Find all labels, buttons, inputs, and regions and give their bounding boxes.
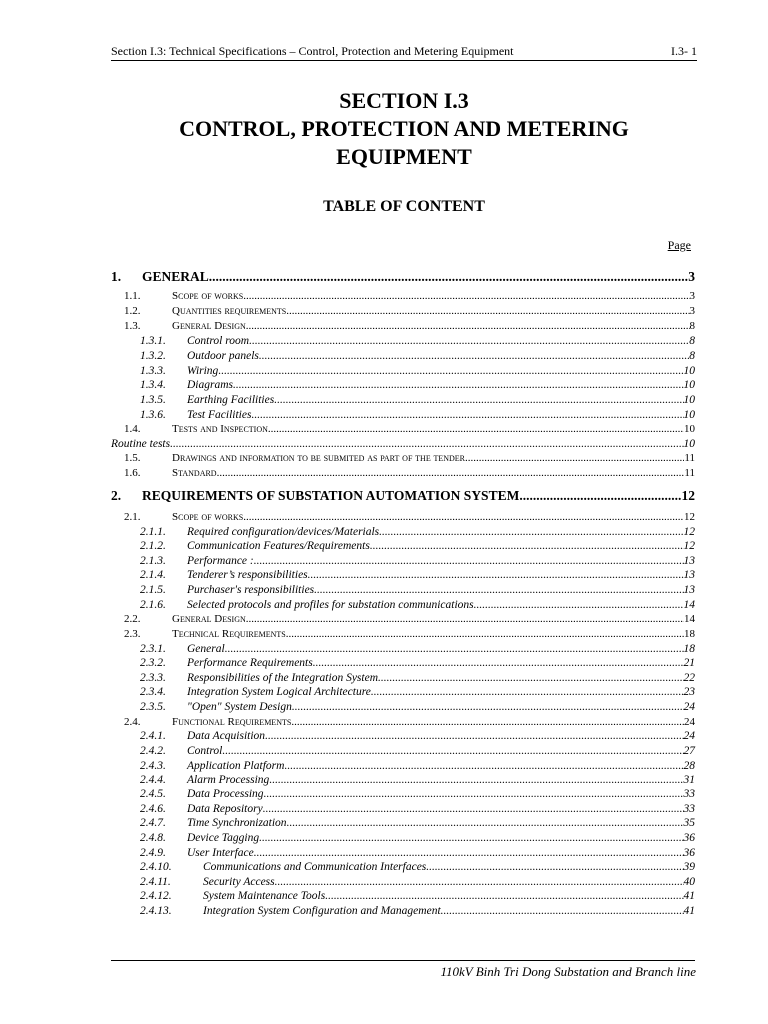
toc-entry-title: General Design (172, 613, 246, 625)
toc-leader-dots (313, 657, 684, 669)
toc-entry[interactable] (111, 350, 695, 362)
toc-entry-number: 2.4.7. (140, 817, 166, 829)
toc-entry-number: 2.4.4. (140, 774, 166, 786)
toc-leader-dots (243, 511, 684, 523)
toc-entry-title: Tests and Inspection (172, 423, 268, 435)
toc-entry-title: Data Repository (187, 803, 263, 815)
toc-entry[interactable] (111, 269, 695, 285)
toc-entry-title: GENERAL (142, 269, 209, 284)
toc-entry-title: Communication Features/Requirements (187, 540, 370, 552)
toc-entry-number: 1.1. (124, 290, 141, 302)
toc-leader-dots (268, 423, 684, 435)
toc-entry-title: Application Platform (187, 760, 285, 772)
toc-entry-number: 2.4.1. (140, 730, 166, 742)
toc-entry-title: Control room (187, 335, 250, 347)
toc-leader-dots (292, 701, 684, 713)
toc-entry[interactable] (111, 452, 695, 464)
toc-entry-number: 2.3.4. (140, 686, 166, 698)
toc-entry-page: 3 (688, 269, 695, 284)
toc-entry-number: 1.3.5. (140, 394, 166, 406)
toc-entry-title: General Design (172, 320, 246, 332)
toc-entry-title: Quantities requirements (172, 305, 287, 317)
toc-leader-dots (379, 526, 683, 538)
toc-entry-page: 10 (684, 423, 695, 435)
toc-entry-number: 2. (111, 488, 122, 503)
toc-entry-number: 2.4. (124, 716, 141, 728)
toc-leader-dots (275, 876, 684, 888)
toc-entry-title: User Interface (187, 847, 254, 859)
toc-entry[interactable] (111, 365, 695, 377)
toc-entry-title: Responsibilities of the Integration System (187, 672, 379, 684)
toc-entry[interactable] (111, 788, 695, 800)
toc-leader-dots (170, 438, 683, 450)
toc-entry-title: Control (187, 745, 223, 757)
toc-entry-page: 12 (683, 540, 695, 552)
toc-leader-dots (426, 861, 683, 873)
toc-entry-number: 2.4.13. (140, 905, 172, 917)
toc-entry-title: Required configuration/devices/Materials (187, 526, 380, 538)
toc-leader-dots (251, 409, 683, 421)
toc-entry-title: Purchaser's responsibilities (187, 584, 315, 596)
toc-entry[interactable] (111, 488, 695, 504)
toc-entry[interactable] (111, 803, 695, 815)
toc-entry-page: 11 (684, 452, 695, 464)
header-page-number: I.3- 1 (671, 44, 697, 58)
toc-entry-page: 41 (683, 890, 695, 902)
toc-leader-dots (286, 628, 684, 640)
toc-entry-page: 23 (683, 686, 695, 698)
toc-entry-number: 2.1.6. (140, 599, 166, 611)
toc-leader-dots (370, 540, 684, 552)
toc-entry-title: Diagrams (187, 379, 234, 391)
toc-entry[interactable] (111, 613, 695, 625)
toc-entry-number: 2.4.11. (140, 876, 171, 888)
toc-leader-dots (441, 905, 684, 917)
toc-leader-dots (222, 745, 683, 757)
toc-entry[interactable] (111, 817, 695, 829)
toc-entry-title: Security Access (203, 876, 275, 888)
toc-entry-page: 36 (683, 832, 695, 844)
toc-entry[interactable] (111, 716, 695, 728)
toc-leader-dots (325, 890, 683, 902)
toc-entry-title: Selected protocols and profiles for substation communications (187, 599, 474, 611)
toc-leader-dots (254, 555, 684, 567)
toc-entry-number: 1.5. (124, 452, 141, 464)
toc-leader-dots (286, 305, 689, 317)
toc-entry-page: 10 (683, 438, 695, 450)
toc-entry[interactable] (111, 774, 695, 786)
toc-entry[interactable] (111, 438, 695, 450)
toc-entry-page: 10 (683, 394, 695, 406)
toc-entry[interactable] (111, 760, 695, 772)
toc-leader-dots (378, 672, 683, 684)
toc-entry-page: 22 (683, 672, 695, 684)
toc-leader-dots (259, 832, 683, 844)
toc-leader-dots (246, 613, 684, 625)
toc-leader-dots (225, 643, 684, 655)
toc-entry-number: 1.3.6. (140, 409, 166, 421)
toc-entry-page: 8 (689, 335, 695, 347)
toc-entry-title: Wiring (187, 365, 219, 377)
toc-entry-page: 41 (683, 905, 695, 917)
footer-divider (111, 960, 695, 961)
toc-entry-number: 1.3. (124, 320, 141, 332)
toc-entry[interactable] (111, 423, 695, 435)
toc-entry-number: 1.3.3. (140, 365, 166, 377)
toc-entry-number: 2.4.10. (140, 861, 172, 873)
toc-entry-title: Performance : (187, 555, 254, 567)
toc-entry-number: 2.3. (124, 628, 141, 640)
toc-entry-number: 2.3.3. (140, 672, 166, 684)
toc-entry-page: 33 (683, 803, 695, 815)
toc-leader-dots (264, 788, 684, 800)
toc-entry-page: 24 (683, 730, 695, 742)
toc-entry-number: 2.4.12. (140, 890, 172, 902)
toc-entry-page: 12 (681, 488, 695, 503)
toc-entry-title: Drawings and information to be submited as part of the tender (172, 452, 466, 464)
toc-leader-dots (218, 365, 683, 377)
toc-entry-number: 2.2. (124, 613, 141, 625)
toc-entry-page: 14 (683, 599, 695, 611)
toc-entry-title: Data Processing (187, 788, 264, 800)
toc-entry-page: 40 (683, 876, 695, 888)
toc-entry[interactable] (111, 745, 695, 757)
toc-entry-page: 18 (684, 628, 695, 640)
running-header (111, 43, 697, 61)
toc-entry-number: 1.2. (124, 305, 141, 317)
toc-entry[interactable] (111, 657, 695, 669)
toc-entry[interactable] (111, 569, 695, 581)
toc-entry-number: 1.3.2. (140, 350, 166, 362)
toc-entry-page: 8 (689, 320, 695, 332)
toc-entry[interactable] (111, 701, 695, 713)
toc-entry[interactable] (111, 672, 695, 684)
toc-entry[interactable] (111, 379, 695, 391)
toc-leader-dots (209, 269, 688, 285)
toc-entry-title: Standard (172, 467, 217, 479)
toc-entry-title: Performance Requirements (187, 657, 313, 669)
toc-entry[interactable] (111, 861, 695, 873)
toc-entry[interactable] (111, 847, 695, 859)
toc-entry-number: 2.4.8. (140, 832, 166, 844)
toc-entry-page: 13 (683, 555, 695, 567)
toc-entry[interactable] (111, 876, 695, 888)
toc-entry-page: 10 (683, 365, 695, 377)
toc-entry-title: System Maintenance Tools (203, 890, 326, 902)
toc-leader-dots (249, 335, 689, 347)
toc-entry-page: 27 (683, 745, 695, 757)
running-footer: 110kV Binh Tri Dong Substation and Branch line (440, 964, 696, 979)
toc-leader-dots (314, 584, 683, 596)
toc-entry-number: 2.1.1. (140, 526, 166, 538)
toc-entry-page: 33 (683, 788, 695, 800)
toc-entry[interactable] (111, 320, 695, 332)
toc-entry-number: 2.4.3. (140, 760, 166, 772)
toc-entry-page: 21 (683, 657, 695, 669)
toc-leader-dots (284, 760, 683, 772)
toc-entry-title: Scope of works (172, 511, 244, 523)
toc-leader-dots (243, 290, 689, 302)
toc-entry-title: Outdoor panels (187, 350, 259, 362)
toc-leader-dots (217, 467, 685, 479)
toc-entry-page: 31 (683, 774, 695, 786)
toc-entry-title: Time Synchronization (187, 817, 287, 829)
toc-entry-title: Technical Requirements (172, 628, 286, 640)
toc-leader-dots (308, 569, 684, 581)
toc-entry-page: 10 (683, 379, 695, 391)
toc-entry[interactable] (111, 584, 695, 596)
toc-entry-number: 1.3.1. (140, 335, 166, 347)
toc-entry[interactable] (111, 394, 695, 406)
toc-entry-title: Integration System Logical Architecture (187, 686, 371, 698)
toc-entry-page: 3 (689, 305, 695, 317)
toc-entry-page: 35 (683, 817, 695, 829)
toc-entry-page: 11 (684, 467, 695, 479)
title-line-2: CONTROL, PROTECTION AND METERING (179, 116, 629, 141)
toc-entry-number: 2.1.5. (140, 584, 166, 596)
toc-entry-number: 2.4.6. (140, 803, 166, 815)
toc-entry-number: 2.1. (124, 511, 141, 523)
toc-entry[interactable] (111, 686, 695, 698)
header-section-title: Section I.3: Technical Specifications – Control, Protection and Metering Equipment (111, 44, 514, 58)
title-line-1: SECTION I.3 (339, 88, 469, 113)
toc-entry[interactable] (111, 555, 695, 567)
toc-leader-dots (246, 320, 690, 332)
toc-leader-dots (233, 379, 683, 391)
toc-entry-page: 8 (689, 350, 695, 362)
toc-entry-title: "Open" System Design (187, 701, 292, 713)
toc-leader-dots (465, 452, 684, 464)
toc-leader-dots (519, 488, 681, 504)
toc-entry-number: 1.4. (124, 423, 141, 435)
toc-leader-dots (259, 350, 689, 362)
toc-entry-title: Device Tagging (187, 832, 260, 844)
toc-entry[interactable] (111, 905, 695, 917)
toc-entry-page: 13 (683, 584, 695, 596)
toc-entry-page: 12 (683, 526, 695, 538)
toc-leader-dots (371, 686, 684, 698)
toc-entry-title: Data Acquisition (187, 730, 266, 742)
toc-entry[interactable] (111, 290, 695, 302)
toc-entry-title: Integration System Configuration and Management (203, 905, 441, 917)
toc-entry-title: Scope of works (172, 290, 244, 302)
toc-entry-number: 2.3.5. (140, 701, 166, 713)
toc-entry[interactable] (111, 832, 695, 844)
toc-entry-page: 10 (683, 409, 695, 421)
toc-entry-page: 24 (683, 701, 695, 713)
document-title (111, 87, 697, 171)
toc-entry-page: 13 (683, 569, 695, 581)
toc-heading: TABLE OF CONTENT (323, 198, 485, 215)
toc-entry-number: 2.3.2. (140, 657, 166, 669)
toc-entry[interactable] (111, 628, 695, 640)
toc-entry-title: Functional Requirements (172, 716, 292, 728)
toc-entry-page: 18 (683, 643, 695, 655)
page-column-label: Page (667, 238, 691, 252)
toc-leader-dots (291, 716, 684, 728)
toc-entry-page: 36 (683, 847, 695, 859)
toc-entry-number: 2.1.3. (140, 555, 166, 567)
toc-leader-dots (287, 817, 684, 829)
toc-entry-page: 3 (689, 290, 695, 302)
toc-entry-title: Routine tests (111, 438, 171, 450)
toc-entry[interactable] (111, 540, 695, 552)
toc-entry[interactable] (111, 511, 695, 523)
toc-entry-number: 2.4.5. (140, 788, 166, 800)
toc-entry-page: 28 (683, 760, 695, 772)
toc-entry-title: REQUIREMENTS OF SUBSTATION AUTOMATION SYSTEM (142, 488, 520, 503)
toc-leader-dots (265, 730, 683, 742)
title-line-3: EQUIPMENT (336, 144, 472, 169)
toc-entry[interactable] (111, 526, 695, 538)
toc-entry-page: 12 (684, 511, 695, 523)
toc-entry[interactable] (111, 643, 695, 655)
toc-entry[interactable] (111, 599, 695, 611)
toc-entry-title: Test Facilities (187, 409, 252, 421)
toc-entry-title: Tenderer’s responsibilities (187, 569, 308, 581)
toc-entry-title: Communications and Communication Interfaces (203, 861, 427, 873)
toc-entry[interactable] (111, 730, 695, 742)
toc-entry[interactable] (111, 305, 695, 317)
toc-leader-dots (274, 394, 683, 406)
toc-entry-number: 1. (111, 269, 122, 284)
toc-entry[interactable] (111, 335, 695, 347)
toc-entry-number: 2.4.9. (140, 847, 166, 859)
toc-leader-dots (263, 803, 684, 815)
toc-leader-dots (474, 599, 684, 611)
toc-entry-number: 2.1.2. (140, 540, 166, 552)
toc-entry-page: 39 (683, 861, 695, 873)
toc-leader-dots (269, 774, 683, 786)
toc-entry-title: Earthing Facilities (187, 394, 275, 406)
toc-entry-page: 14 (684, 613, 695, 625)
toc-entry-page: 24 (684, 716, 695, 728)
toc-leader-dots (254, 847, 684, 859)
toc-entry-title: Alarm Processing (187, 774, 270, 786)
toc-entry-number: 2.4.2. (140, 745, 166, 757)
toc-entry[interactable] (111, 467, 695, 479)
toc-entry-title: General (187, 643, 225, 655)
toc-entry[interactable] (111, 890, 695, 902)
toc-entry[interactable] (111, 409, 695, 421)
toc-entry-number: 1.3.4. (140, 379, 166, 391)
toc-entry-number: 2.1.4. (140, 569, 166, 581)
toc-entry-number: 2.3.1. (140, 643, 166, 655)
toc-entry-number: 1.6. (124, 467, 141, 479)
